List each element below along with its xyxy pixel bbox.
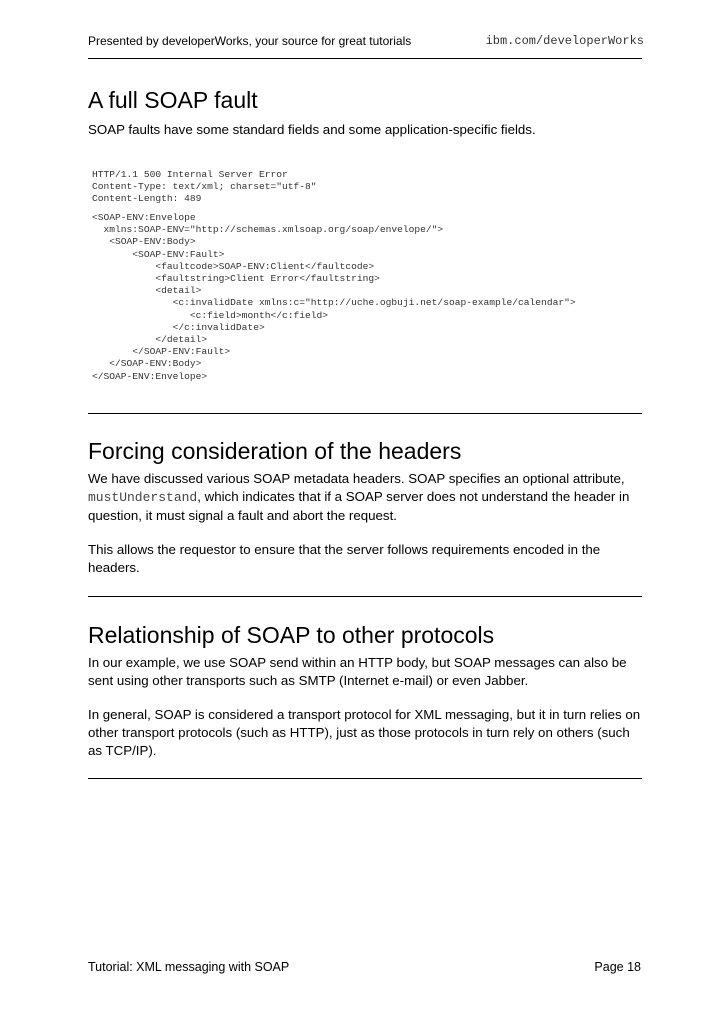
section-title: Forcing consideration of the headers xyxy=(88,438,462,464)
section-divider xyxy=(88,596,642,597)
paragraph-text: We have discussed various SOAP metadata headers. SOAP specifies an optional attribute, xyxy=(88,471,625,486)
header-tagline: Presented by developerWorks, your source for great tutorials xyxy=(88,34,412,48)
section-paragraph xyxy=(88,470,644,525)
page-header xyxy=(88,32,644,52)
section-title: A full SOAP fault xyxy=(88,87,258,113)
soap-envelope-code: <SOAP-ENV:Envelope xmlns:SOAP-ENV="http://schemas.xmlsoap.org/soap/envelope/"> <SOAP-ENV:Body> <SOAP-ENV:Fault> <faultcode>SOAP-ENV:Client</faultcode> <faultstring>Client Error</faultstring> <detail> <c:invalidDate xmlns:c="http://uche.ogbuji.net/soap-example/calendar"> <c:field>month</c:field> </c:invalidDate> </detail> </SOAP-ENV:Fault> </SOAP-ENV:Body> </SOAP-ENV:Envelope> xyxy=(92,212,576,382)
section-soap-protocols xyxy=(88,621,644,760)
header-site-url[interactable]: ibm.com/developerWorks xyxy=(485,34,644,48)
section-paragraph: In general, SOAP is considered a transport protocol for XML messaging, but it in turn relies on other transport protocols (such as HTTP), just as those protocols in turn rely on others (such as TCP/IP). xyxy=(88,707,641,758)
section-soap-fault xyxy=(88,86,644,139)
paragraph-text: , which indicates that if a SOAP server does not understand the header in question, it must signal a fault and abort the request. xyxy=(88,489,630,523)
section-forcing-headers xyxy=(88,437,644,577)
page-number: Page 18 xyxy=(594,960,641,974)
http-headers-code: HTTP/1.1 500 Internal Server Error Content-Type: text/xml; charset="utf-8" Content-Length: 489 xyxy=(92,169,317,205)
section-paragraph: This allows the requestor to ensure that the server follows requirements encoded in the headers. xyxy=(88,542,601,575)
section-divider xyxy=(88,413,642,414)
inline-code-must-understand: mustUnderstand xyxy=(88,490,198,505)
section-title: Relationship of SOAP to other protocols xyxy=(88,622,495,648)
section-intro: SOAP faults have some standard fields and some application-specific fields. xyxy=(88,122,536,137)
footer-tutorial-title: Tutorial: XML messaging with SOAP xyxy=(88,960,290,974)
section-divider xyxy=(88,778,642,779)
section-paragraph: In our example, we use SOAP send within an HTTP body, but SOAP messages can also be sent using other transports such as SMTP (Internet e-mail) or even Jabber. xyxy=(88,655,627,688)
header-divider xyxy=(88,58,642,59)
page-footer xyxy=(88,960,641,976)
